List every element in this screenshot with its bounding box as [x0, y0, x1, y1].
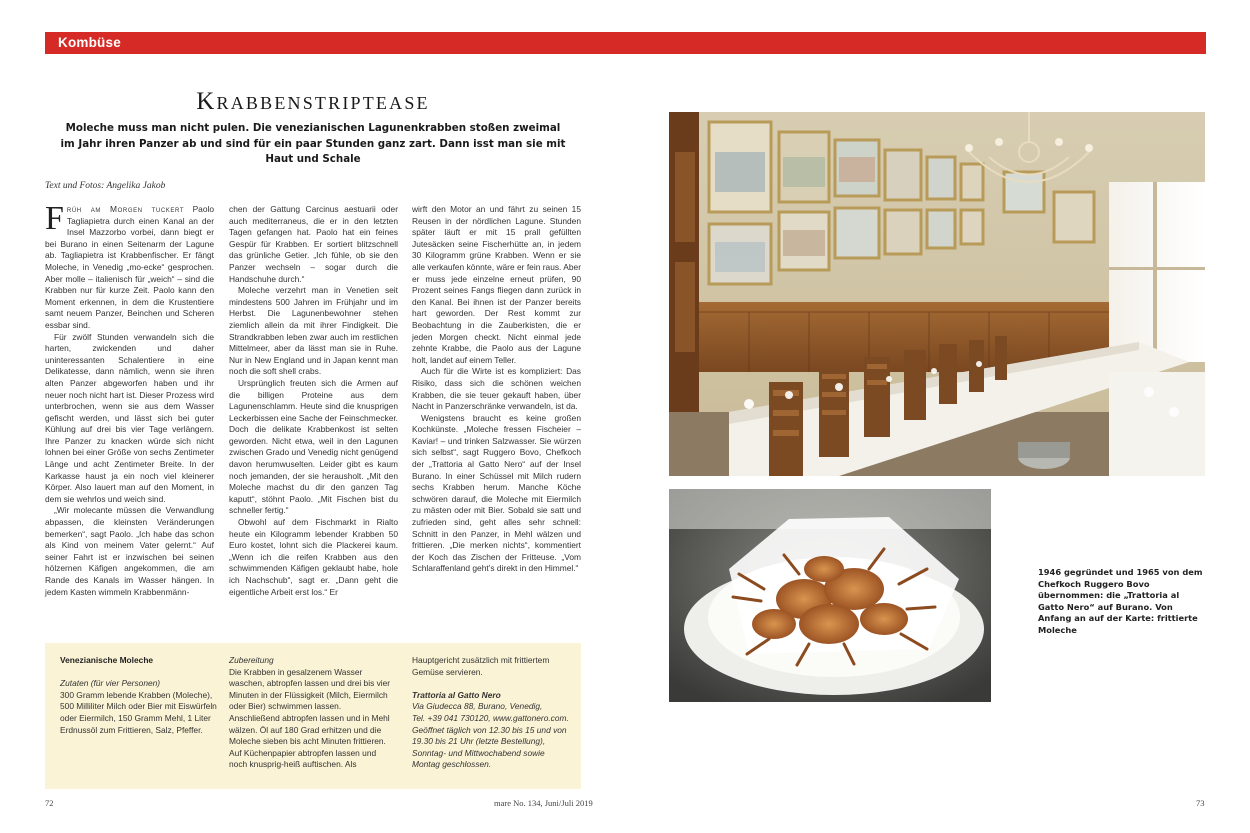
article-title: Krabbenstriptease: [196, 88, 430, 115]
article-paragraph: Obwohl auf dem Fischmarkt in Rialto heute ein Kilogramm lebender Krabben 50 Euro kostet, lohnt sich die Plackerei kaum. „Wenn ich die reifen Krabben aus den schwimmenden Käfigen geklaubt habe, hole ich Nachschub“, sagt er. „Dann geht die eigentliche Arbeit erst los.“ Er: [229, 517, 398, 597]
article-paragraph: [45, 200, 214, 332]
recipe-prep-text: Die Krabben in gesalzenem Wasser waschen, abtropfen lassen und drei bis vier Minuten in der Flüssigkeit (Milch, Eiermilch oder Bier) schwimmen lassen. Anschließend abtropfen lassen und in Mehl wälzen. Öl auf 180 Grad erhitzen und die Moleche sieben bis acht Minuten frittieren. Auf Küchenpapier abtropfen lassen und noch knusprig-heiß auftischen. Als: [229, 666, 391, 770]
article-lead: Moleche muss man nicht pulen. Die venezianischen Lagunenkrabben stoßen zweimal im Jahr ihren Panzer ab und sind für ein paar Stunden ganz zart. Dann isst man sie mit Haut und Schale: [60, 122, 566, 165]
recipe-prep-heading: Zubereitung: [229, 655, 274, 665]
article-column-2: [229, 204, 398, 634]
article-paragraph: Ursprünglich freuten sich die Armen auf die billigen Proteine aus dem Lagunenschlamm. Heute sind die knusprigen Leckerbissen eine Sache der Feinschmecker. Doch die delikate Krabbenkost ist selten geworden. Nicht etwa, weil in den Lagunen zwischen Grado und Venedig nicht genügend davon herumwuselten. Leider gibt es kaum noch jemanden, der sie herausholt. „Mit den Moleche machst du dir den ganzen Tag kaputt“, stöhnt Paolo. „Mit Fischen bist du schneller fertig.“: [229, 377, 398, 516]
recipe-title: Venezianische Moleche: [60, 655, 154, 665]
fried-moleche-photo: [669, 489, 991, 702]
article-paragraph: wirft den Motor an und fährt zu seinen 15 Reusen in der nördlichen Lagune. Stunden später läuft er mit 15 prall gefüllten Jutesäcken seine Fischerhütte an, in jedem 30 Kilogramm grüne Krabben. Wenn er sie alle verkaufen könnte, wäre er fein raus. Aber er muss jede einzelne erneut prüfen, 90 Prozent seines Fangs fliegen dann zurück in den Kanal. Bei ihnen ist der Panzer bereits hart geworden. Der Rest kommt zur Beobachtung in die Zauberkisten, die er jeden Morgen checkt. Nicht einmal jede zehnte Krabbe, die Paolo aus der Lagune holt, landet auf einem Teller.: [412, 204, 581, 365]
page-number-left: 72: [45, 798, 54, 808]
restaurant-hours: Geöffnet täglich von 12.30 bis 15 und von 19.30 bis 21 Uhr (letzte Bestellung), Sonntag- und Mittwochabend sowie Montag geschlossen.: [412, 724, 567, 770]
restaurant-interior-photo: [669, 112, 1205, 476]
article-paragraph: Für zwölf Stunden verwandeln sich die harten, zwickenden und daher uninteressanten Schalentiere in eine Delikatesse, dann nämlich, wenn sie ihren alten Panzer abgeworfen haben und ihr neuer noch nicht hart ist. Dieser Prozess wird unterbrochen, wenn sie aus dem Wasser gefischt werden, und lässt sich bei guter Kühlung auf drei bis vier Tage verlängern. Ihre Panzer zu knacken würde sich nicht lohnen bei einer Größe von sechs Zentimeter Länge und acht Zentimeter Breite. In der Karkasse haust ja ein noch viel kleinerer Körper. Also lauert man auf den Moment, in dem sie wehrlos und weich sind.: [45, 331, 214, 504]
page-number-right: 73: [1196, 798, 1205, 808]
article-paragraph: chen der Gattung Carcinus aestuarii oder auch mediterraneus, die er in den letzten Tagen gefangen hat. Paolo hat ein feines Gespür für Krabben. Er sortiert blitzschnell das grünliche Getier. „Ich fühle, ob sie den Panzer wechseln – sogar durch die Handschuhe durch.“: [229, 204, 398, 284]
restaurant-name: Trattoria al Gatto Nero: [412, 689, 501, 700]
photo-caption: 1946 gegründet und 1965 von dem Chefkoch Ruggero Bovo übernommen: die „Trattoria al Gatto Nero“ auf Burano. Von Anfang an auf der Karte: frittierte Moleche: [1038, 567, 1203, 635]
restaurant-contact: Tel. +39 041 730120, www.gattonero.com.: [412, 712, 569, 723]
recipe-servings: Zutaten (für vier Personen): [60, 678, 161, 689]
article-paragraph: „Wir molecante müssen die Verwandlung abpassen, die kleinsten Veränderungen bemerken“, sagt Paolo. „Ich habe das schon als Kind von meinem Vater gelernt.“ Auf seiner Fahrt ist er inzwischen bei seinen hölzernen Käfigen angekommen, die am Rande des Kanals im Wasser hängen. In jedem Kasten wimmeln Krabbenmänn-: [45, 505, 214, 597]
byline: Text und Fotos: Angelika Jakob: [45, 181, 166, 191]
recipe-restaurant-column: [412, 655, 574, 771]
article-paragraph: Auch für die Wirte ist es kompliziert: Das Risiko, dass sich die schönen weichen Krabben, die sie teuer gekauft haben, über Nacht in Panzerschränke verwandeln, ist da.: [412, 366, 581, 412]
restaurant-address: Via Giudecca 88, Burano, Venedig,: [412, 701, 543, 712]
paragraph-text: Paolo Tagliapietra durch einen Kanal an der Insel Mazzorbo vorbei, dann biegt er bei Burano in einen Seitenarm der Lagune ab. Tagliapietra ist Krabbenfischer. Er fängt Moleche, in Venedig „mo-ecke“ gesprochen. Aber molle – italienisch für „weich“ – sind die Krabben nur für kurze Zeit. Paolo kann den Moment erkennen, in dem die Krustentiere samt neuem Panzer, Beinchen und Scheren essbar sind.: [45, 204, 214, 330]
article-column-3: [412, 204, 581, 634]
article-column-1: [45, 200, 214, 634]
drop-cap: F: [45, 200, 64, 237]
recipe-serve-text: Hauptgericht zusätzlich mit frittiertem Gemüse servieren.: [412, 655, 550, 677]
section-label: Kombüse: [58, 35, 121, 50]
recipe-preparation-column: [229, 655, 393, 771]
article-paragraph: Wenigstens braucht es keine großen Kochkünste. „Moleche fressen Fischeier – Kaviar! – und trinken Salzwasser. Sie würzen sich selbst“, sagt Ruggero Bovo, Chefkoch der „Trattoria al Gatto Nero“ auf der Insel Burano. In einer Schüssel mit Milch rudern sechs Krabben herum. Manche Köche schwören darauf, die Moleche mit Eiermilch zu mästen oder mit Bier. Sobald sie satt und zufrieden sind, geht alles sehr schnell: Schnitt in den Panzer, in Mehl wälzen und frittieren. „Die merken nichts“, kommentiert der Koch das Zischen der Fritteuse. „Vom Schlaraffenland geht’s direkt in den Himmel.“: [412, 412, 581, 574]
recipe-ingredients-column: [60, 655, 220, 736]
opening-smallcaps: rüh am Morgen tuckert: [66, 204, 185, 214]
recipe-box: [45, 643, 581, 789]
recipe-ingredients: 300 Gramm lebende Krabben (Moleche), 500 Milliliter Milch oder Bier mit Eiswürfeln oder Eiermilch, 150 Gramm Mehl, 1 Liter Erdnussöl zum Frittieren, Salz, Pfeffer.: [60, 689, 217, 735]
section-header-bar: [45, 32, 1206, 54]
article-paragraph: Moleche verzehrt man in Venetien seit mindestens 500 Jahren im Frühjahr und im Herbst. Die Lagunenbewohner stehen ziemlich allein da mit ihrer Findigkeit. Die Strandkrabben leben zwar auch im restlichen Mittelmeer, aber da lässt man sie in Ruhe. Nur in New England und in Japan kennt man noch die soft shell crabs.: [229, 285, 398, 377]
magazine-issue: mare No. 134, Juni/Juli 2019: [494, 798, 593, 808]
